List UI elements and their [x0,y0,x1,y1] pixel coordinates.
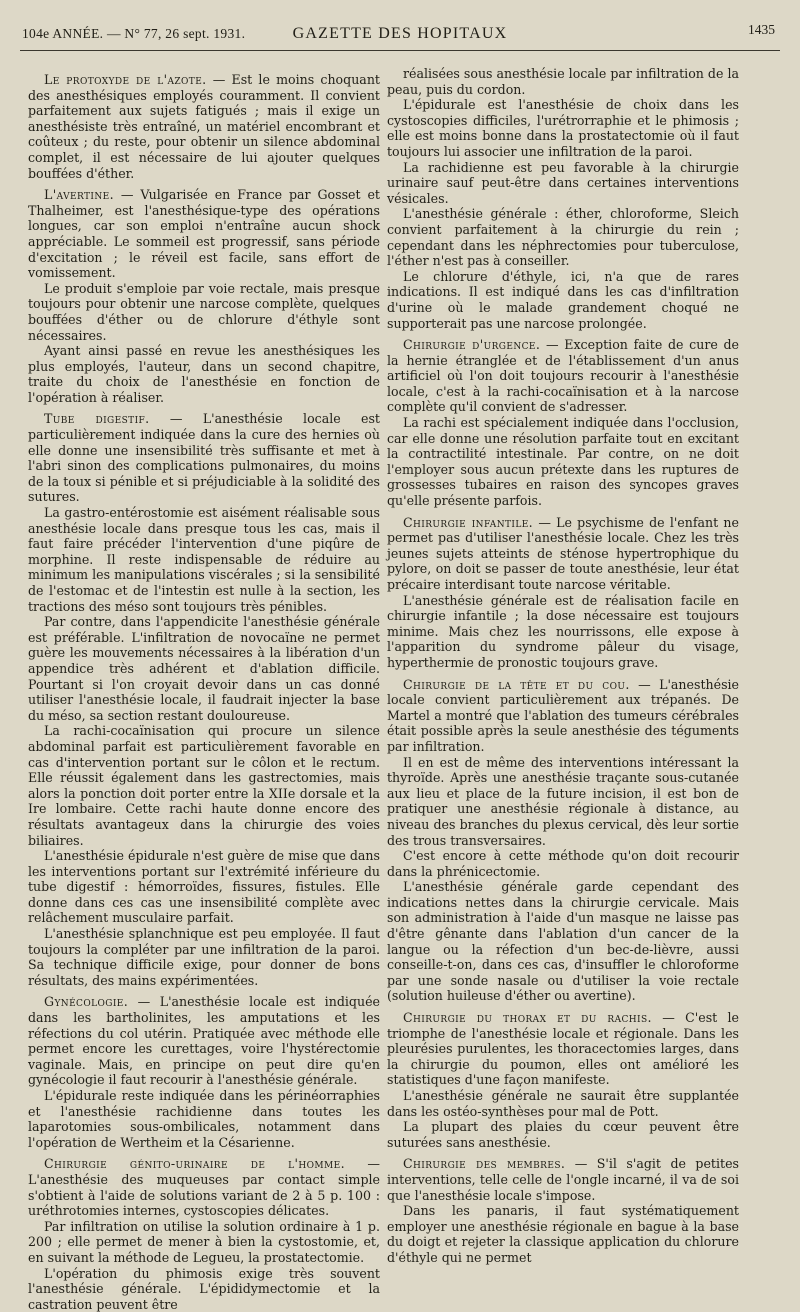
paragraph-text: La rachi-cocaïnisation qui procure un silence abdominal parfait est particulièrement favorable en cas d'intervention portant sur le côlon et le rectum. Elle réussit également dans les gastrectomies, mais alors la ponction doit porter entre la XIIe dorsale et la Ire lombaire. Cette rachi haute donne encore des résultats avantageux dans la chirurgie des voies biliaires. [28,723,380,848]
paragraph [28,72,380,181]
paragraph-text: Le chlorure d'éthyle, ici, n'a que de rares indications. Il est indiqué dans les cas d'infiltration d'urine où le malade grandement choqué ne supporterait pas une narcose prolongée. [387,268,739,331]
section-heading: Gynécologie. [44,994,129,1010]
paragraph [387,269,739,331]
paragraph [387,66,739,97]
paragraph [28,281,380,343]
section-heading: Le protoxyde de l'azote. [44,72,207,87]
paragraph-text: L'anesthésie générale : éther, chloroforme, Sleich convient parfaitement à la chirurgie du rein ; cependant dans les néphrectomies pour tuberculose, l'éther n'est pas à conseiller. [387,206,739,269]
paragraph [387,515,739,593]
paragraph-text: Par contre, dans l'appendicite l'anesthésie générale est préférable. L'infiltration de novocaïne ne permet guère les mouvements nécessaires à la libération d'un appendice très adhérent et d'ablation difficile. Pourtant si l'on croyait devoir dans un cas donné utiliser l'anesthésie locale, il faudrait injecter la base du méso, sa section restant douloureuse. [28,614,380,723]
paragraph-text: La rachidienne est peu favorable à la chirurgie urinaire sauf peut-être dans certaines interventions vésicales. [387,159,739,206]
paragraph [387,848,739,879]
paragraph [28,343,380,405]
paragraph-text: C'est encore à cette méthode qu'on doit recourir dans la phrénicectomie. [387,848,739,879]
paragraph-text: L'anesthésie épidurale n'est guère de mise que dans les interventions portant sur l'extrémité inférieure du tube digestif : hémorroïdes, fissures, fistules. Elle donne dans ces cas une insensibilité complète avec relâchement musculaire parfait. [28,848,380,926]
right-column [387,66,740,1265]
paragraph [28,723,380,848]
paragraph [387,755,739,849]
section-heading: Tube digestif. [44,411,150,427]
journal-title: GAZETTE DES HOPITAUX [292,25,508,42]
paragraph-text: La rachi est spécialement indiquée dans l'occlusion, car elle donne une résolution parfaite tout en excitant la contractilité intestinale. Par contre, on ne doit l'employer sous aucun prétexte dans les ruptures de grossesses tubaires en raison des syncopes graves qu'elle présente parfois. [387,415,739,509]
page-number: 1435 [748,22,775,37]
paragraph [28,1088,380,1150]
paragraph-text: L'anesthésie générale est de réalisation facile en chirurgie infantile ; la dose nécessaire est toujours minime. Mais chez les nourrissons, elle expose à l'apparition du syndrome pâleur du visage, hyperthermie de pronostic toujours grave. [387,592,739,670]
paragraph [387,337,739,415]
paragraph-text: — Est le moins choquant des anesthésiques employés couramment. Il convient parfaitement aux sujets fatigués ; mais il exige un anesthésiste très entraîné, un matériel encombrant et coûteux ; du reste, pour obtenir un silence abdominal complet, il est nécessaire de lui ajouter quelques bouffées d'éther. [28,72,380,181]
paragraph-text: L'anesthésie générale garde cependant des indications nettes dans la chirurgie cervicale. Mais son administration à l'aide d'un masque ne laisse pas d'être gênante dans l'ablation d'un cancer de la langue ou la réfection d'un bec-de-lièvre, aussi conseille-t-on, dans ces cas, d'insuffler le chloroforme par une sonde nasale ou d'utiliser la voie rectale (solution huileuse d'éther ou avertine). [387,879,739,1004]
paragraph [28,1156,380,1218]
paragraph-text: Dans les panaris, il faut systématiquement employer une anesthésie régionale en bague à la base du doigt et rejeter la classique application du chlorure d'éthyle qui ne permet [387,1203,739,1265]
paragraph [28,994,380,1088]
paragraph-text: — Le psychisme de l'enfant ne permet pas d'utiliser l'anesthésie locale. Chez les très jeunes sujets atteints de sténose hypertrophique du pylore, on doit se passer de toute anesthésie, leur état précaire interdisant toute narcose véritable. [387,514,739,592]
section-heading: Chirurgie infantile. [403,514,534,530]
section-heading: Chirurgie des membres. [403,1156,566,1172]
paragraph-text: L'opération du phimosis exige très souvent l'anesthésie générale. L'épididymectomie et la castration peuvent être [28,1265,380,1312]
paragraph-text: L'épidurale est l'anesthésie de choix dans les cystoscopies difficiles, l'urétrorraphie et le phimosis ; elle est moins bonne dans la prostatectomie où il faut toujours lui associer une infiltration de la paroi. [387,97,739,159]
paragraph [387,160,739,207]
page-header [0,20,800,48]
issue-info: 104e ANNÉE. — N° 77, 26 sept. 1931. [22,26,246,41]
paragraph [387,1156,739,1203]
paragraph [28,1219,380,1266]
header-rule [20,50,780,51]
paragraph [387,593,739,671]
paragraph-text: — L'anesthésie des muqueuses par contact simple s'obtient à l'aide de solutions variant de 2 à 5 p. 100 : uréthrotomies internes, cystoscopies délicates. [28,1156,380,1219]
paragraph [387,1010,739,1088]
paragraph [387,1203,739,1265]
paragraph-text: — Vulgarisée en France par Gosset et Thalheimer, est l'anesthésique-type des opérations longues, car son emploi n'entraîne aucun shock appréciable. Le sommeil est progressif, sans période d'excitation ; le réveil est facile, sans effort de vomissement. [28,187,380,281]
section-heading: L'avertine. [44,187,114,203]
paragraph-text: L'anesthésie splanchnique est peu employée. Il faut toujours la compléter par une infiltration de la paroi. Sa technique difficile exige, pour donner de bons résultats, des mains expérimentées. [28,926,380,988]
paragraph-text: Ayant ainsi passé en revue les anesthésiques les plus employés, l'auteur, dans un second chapitre, traite du choix de l'anesthésie en fonction de l'opération à réaliser. [28,343,380,405]
paragraph [28,614,380,723]
section-heading: Chirurgie du thorax et du rachis. [403,1010,652,1026]
paragraph [28,926,380,988]
paragraph-text: — L'anesthésie locale est indiquée dans les bartholinites, les amputations et les réfections du col utérin. Pratiquée avec méthode elle permet encore les curettages, voire l'hystérectomie vaginale. Mais, en principe on peut dire qu'en gynécologie il faut recourir à l'anesthésie générale. [28,994,380,1088]
paragraph [28,848,380,926]
paragraph-text: La plupart des plaies du cœur peuvent être suturées sans anesthésie. [387,1119,739,1150]
paragraph [387,1119,739,1150]
paragraph-text: Le produit s'emploie par voie rectale, mais presque toujours pour obtenir une narcose complète, quelques bouffées d'éther ou de chlorure d'éthyle sont nécessaires. [28,280,380,343]
section-heading: Chirurgie d'urgence. [403,337,541,353]
paragraph-text: — L'anesthésie locale est particulièrement indiquée dans la cure des hernies où elle donne une insensibilité très suffisante et met à l'abri sinon des complications pulmonaires, du moins de la toux si pénible et si préjudiciable à la solidité des sutures. [28,411,380,505]
paragraph-text: — C'est le triomphe de l'anesthésie locale et régionale. Dans les pleurésies purulentes, les thoracectomies larges, dans la chirurgie du poumon, elles ont amélioré les statistiques d'une façon manifeste. [387,1010,739,1088]
paragraph-text: La gastro-entérostomie est aisément réalisable sous anesthésie locale dans presque tous les cas, mais il faut faire précéder l'intervention d'une piqûre de morphine. Il reste indispensable de réduire au minimum les manipulations viscérales ; si la sensibilité de l'estomac et de l'intestin est nulle à la section, les tractions des méso sont toujours très pénibles. [28,505,380,614]
paragraph-text: L'épidurale reste indiquée dans les périnéorraphies et l'anesthésie rachidienne dans toutes les laparotomies sous-ombilicales, notamment dans l'opération de Wertheim et la Césarienne. [28,1088,380,1150]
paragraph [387,97,739,159]
paragraph [387,1088,739,1119]
section-heading: Chirurgie génito-urinaire de l'homme. [44,1156,345,1172]
paragraph-text: L'anesthésie générale ne saurait être supplantée dans les ostéo-synthèses pour mal de Pott. [387,1088,739,1119]
paragraph [28,505,380,614]
paragraph [387,677,739,755]
paragraph [387,415,739,509]
paragraph [387,206,739,268]
paragraph [28,1266,380,1312]
left-column [28,66,380,1312]
paragraph-text: réalisées sous anesthésie locale par infiltration de la peau, puis du cordon. [387,66,739,97]
paragraph-text: Par infiltration on utilise la solution ordinaire à 1 p. 200 ; elle permet de mener à bien la cystostomie, et, en suivant la méthode de Legueu, la prostatectomie. [28,1218,380,1265]
paragraph-text: Il en est de même des interventions intéressant la thyroïde. Après une anesthésie traçante sous-cutanée aux lieu et place de la future incision, il est bon de pratiquer une anesthésie régionale à distance, au niveau des branches du plexus cervical, dès leur sortie des trous transversaires. [387,754,739,848]
paragraph [387,879,739,1004]
paragraph [28,411,380,505]
paragraph [28,187,380,281]
paragraph-text: — S'il s'agit de petites interventions, telle celle de l'ongle incarné, il va de soi que l'anesthésie locale s'impose. [387,1156,739,1203]
paragraph-text: — Exception faite de cure de la hernie étranglée et de l'établissement d'un anus artificiel où l'on doit toujours recourir à l'anesthésie locale, c'est à la rachi-cocaïnisation et à la narcose complète qu'il convient de s'adresser. [387,337,739,415]
section-heading: Chirurgie de la tête et du cou. [403,676,630,692]
paragraph-text: — L'anesthésie locale convient particulièrement aux trépanés. De Martel a montré que l'ablation des tumeurs cérébrales était possible après la seule anesthésie des téguments par infiltration. [387,676,740,754]
